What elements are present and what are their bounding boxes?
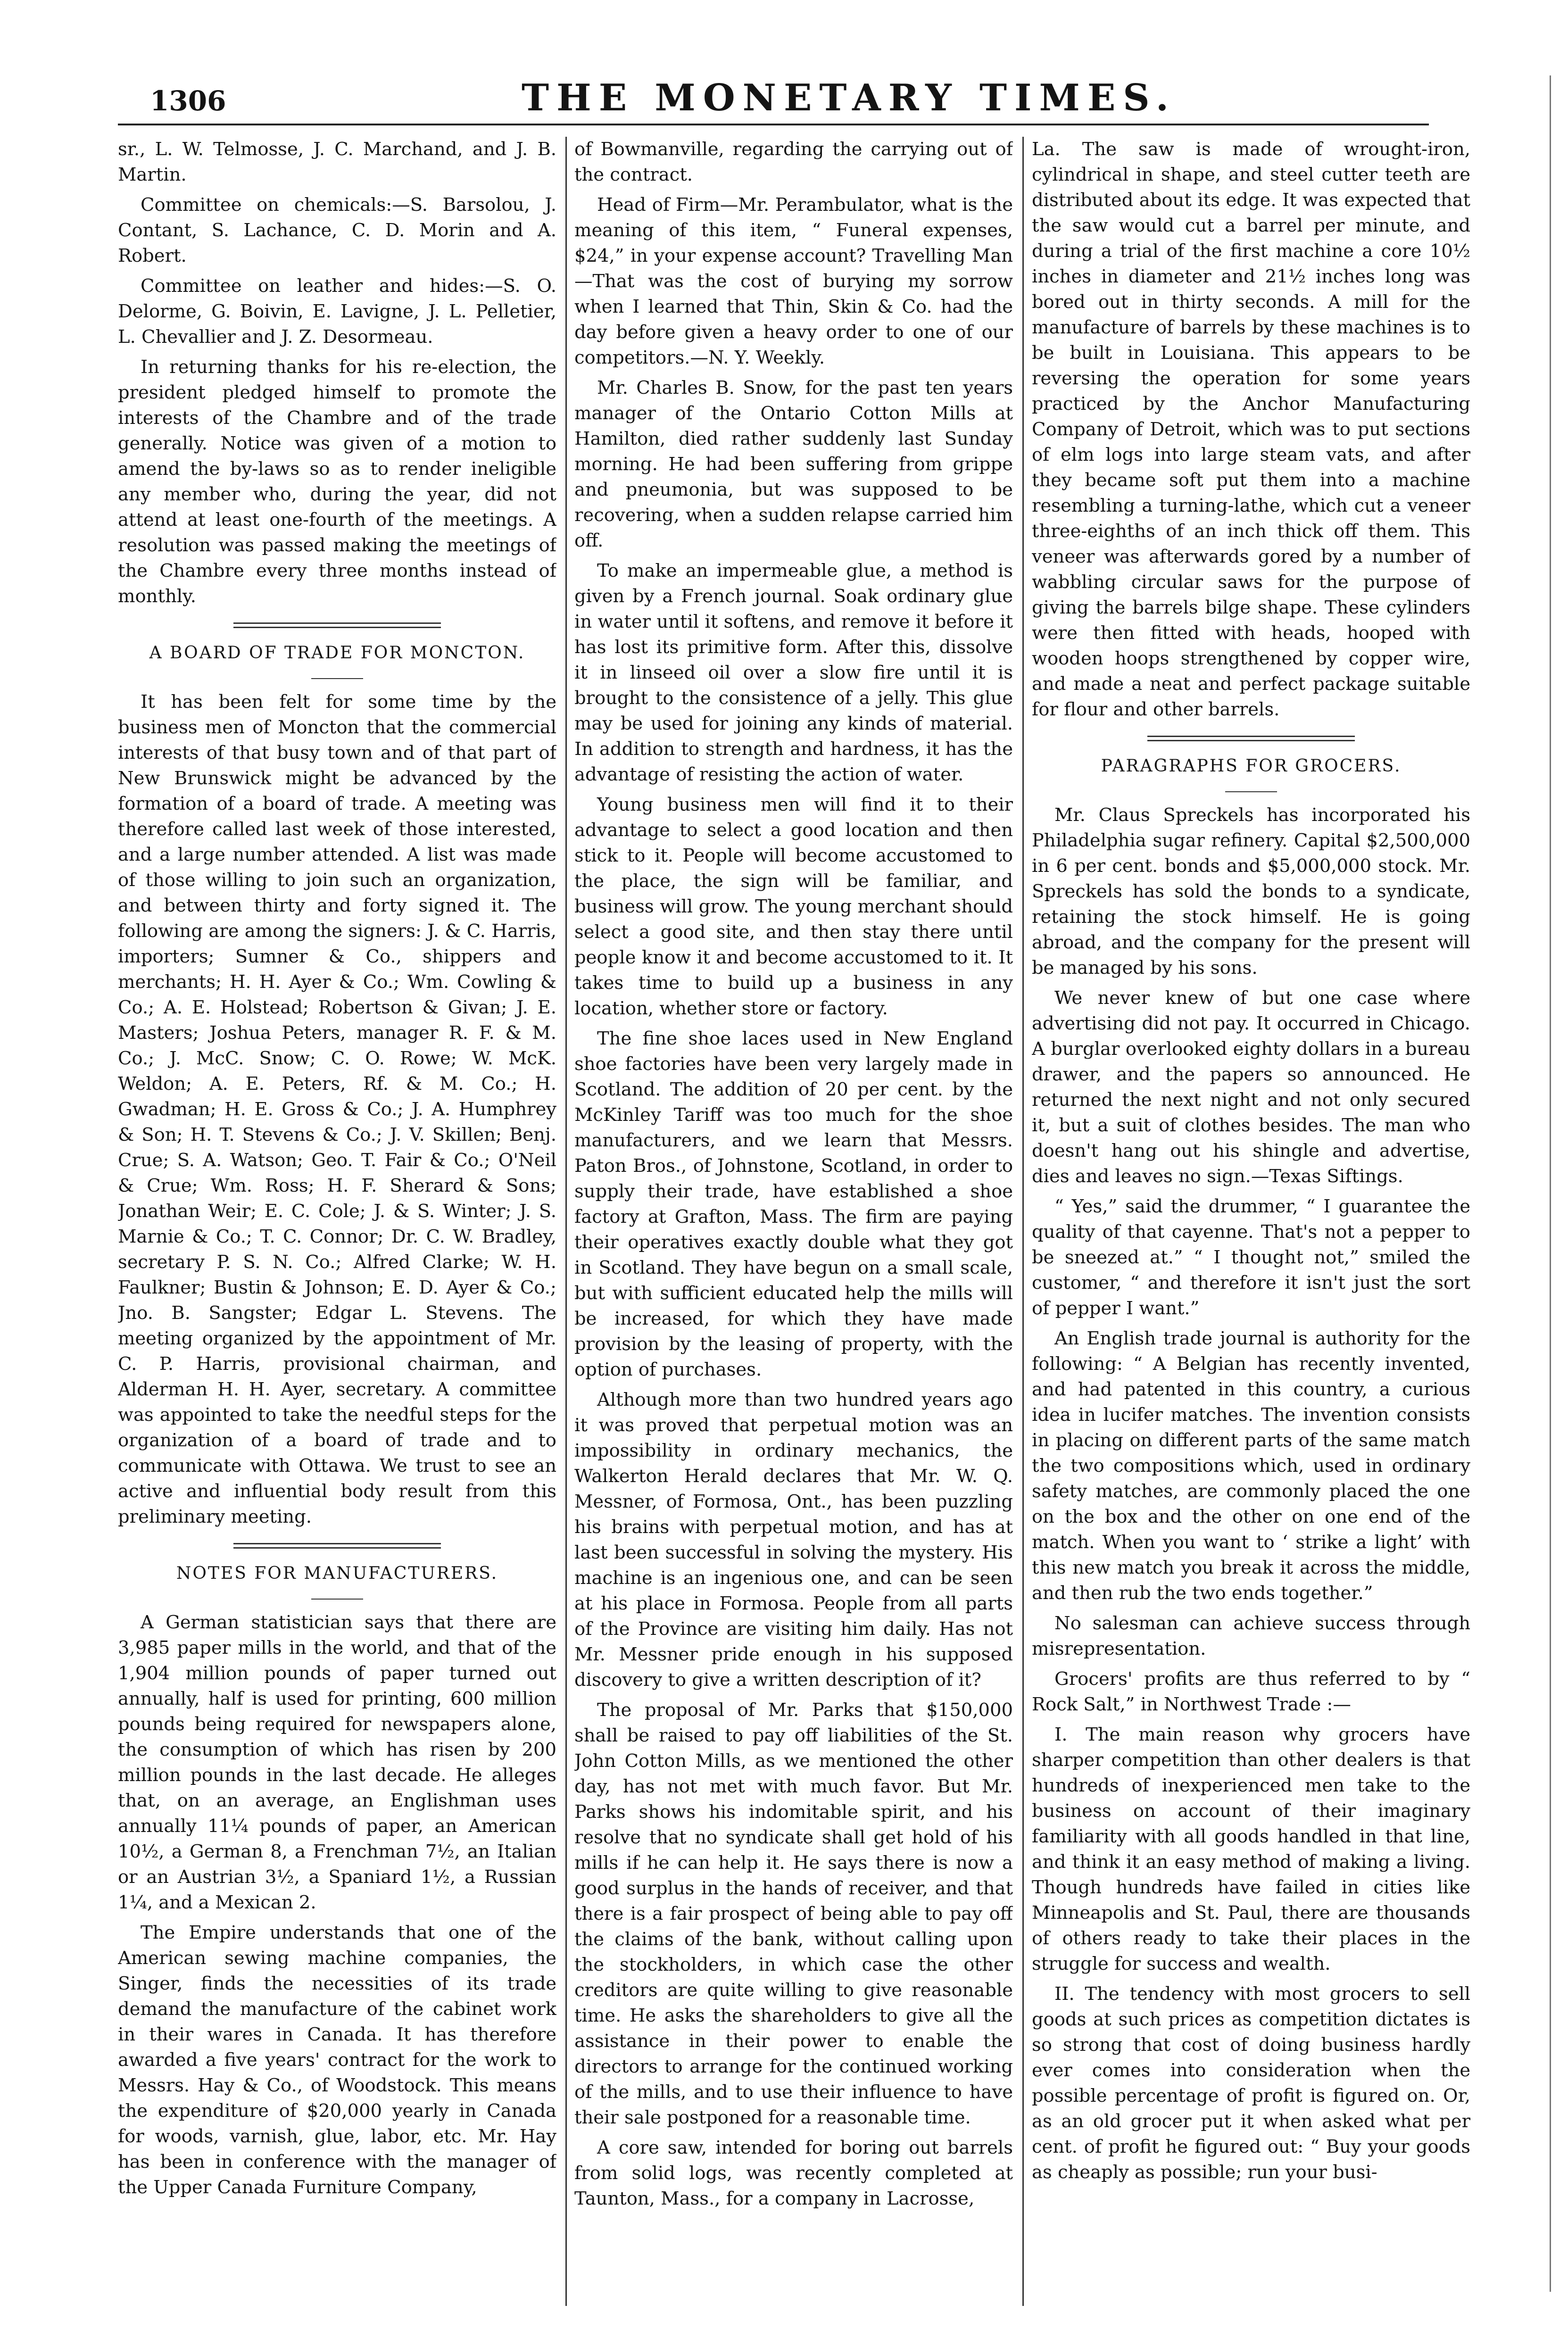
paragraph: Head of Firm—Mr. Perambulator, what is the meaning of this item, “ Funeral expenses, $24,” in your expense account? Travelling Man—That was the cost of burying my sorrow when I learned that Thin, Skin & Co. had the day before given a heavy order to one of our competitors.—N. Y. Weekly. — [574, 194, 1013, 368]
section-separator — [1147, 736, 1355, 741]
paragraph: To make an impermeable glue, a method is given by a French journal. Soak ordinary glue in water until it softens, and remove it before it has lost its primitive form. After this, dissolve it in linseed oil over a slow fire until it is brought to the consistence of a jelly. This glue may be used for joining any kinds of material. In addition to strength and hardness, it has the advantage of resisting the action of water. — [574, 560, 1013, 785]
column-3 — [1032, 137, 1470, 2306]
page-number: 1306 — [150, 85, 226, 117]
section-separator — [233, 622, 441, 628]
section-heading-grocers: PARAGRAPHS FOR GROCERS. — [1101, 756, 1402, 776]
paragraph: In returning thanks for his re-election, the president pledged himself to promote the interests of the Chambre and of the trade generally. Notice was given of a motion to amend the by-laws so as to render ineligible any member who, during the year, did not attend at least one-fourth of the meetings. A resolution was passed making the meetings of the Chambre every three months instead of monthly. — [118, 357, 556, 607]
paragraph: We never knew of but one case where advertising did not pay. It occurred in Chicago. A burglar overlooked eighty dollars in a bureau drawer, and the papers so announced. He returned the next night and not only secured it, but a suit of clothes besides. The man who doesn't hang out his shingle and advertise, dies and leaves no sign.—Texas Siftings. — [1032, 987, 1470, 1187]
paragraph: It has been felt for some time by the business men of Moncton that the commercial interests of that busy town and of that part of New Brunswick might be advanced by the formation of a board of trade. A meeting was therefore called last week of those interested, and a large number attended. A list was made of those willing to join such an organization, and between thirty and forty signed it. The following are among the signers: J. & C. Harris, importers; Sumner & Co., shippers and merchants; H. H. Ayer & Co.; Wm. Cowling & Co.; A. E. Holstead; Robertson & Givan; J. E. Masters; Joshua Peters, manager R. F. & M. Co.; J. McC. Snow; C. O. Rowe; W. McK. Weldon; A. E. Peters, Rf. & M. Co.; H. Gwadman; H. E. Gross & Co.; J. A. Humphrey & Son; H. T. Stevens & Co.; J. V. Skillen; Benj. Crue; S. A. Watson; Geo. T. Fair & Co.; O'Neil & Crue; Wm. Ross; H. F. Sherard & Sons; Jonathan Weir; E. C. Cole; J. & S. Winter; J. S. Marnie & Co.; T. C. Connor; Dr. C. W. Bradley, secretary P. S. N. Co.; Alfred Clarke; W. H. Faulkner; Bustin & Johnson; E. D. Ayer & Co.; Jno. B. Sangster; Edgar L. Stevens. The meeting organized by the appointment of Mr. C. P. Harris, provisional chairman, and Alderman H. H. Ayer, secretary. A committee was appointed to take the needful steps for the organization of a board of trade and to communicate with Ottawa. We trust to see an active and influential body result from this preliminary meeting. — [118, 691, 556, 1527]
paragraph: Mr. Claus Spreckels has incorporated his Philadelphia sugar refinery. Capital $2,500,000 in 6 per cent. bonds and $5,000,000 stock. Mr. Spreckels has sold the bonds to a syndicate, retaining the stock himself. He is going abroad, and the company for the present will be managed by his sons. — [1032, 804, 1470, 978]
masthead-title: THE MONETARY TIMES. — [522, 76, 1176, 119]
paragraph: An English trade journal is authority for the following: “ A Belgian has recently invented, and had patented in this country, a curious idea in lucifer matches. The invention consists in placing on different parts of the same match the two compositions which, used in ordinary safety matches, are commonly placed the one on the box and the other on one end of the match. When you want to ‘ strike a light’ with this new match you break it across the middle, and then rub the two ends together.” — [1032, 1328, 1470, 1604]
paragraph: Grocers' profits are thus referred to by “ Rock Salt,” in Northwest Trade :— — [1032, 1668, 1470, 1715]
column-1 — [118, 137, 556, 2306]
paragraph: Mr. Charles B. Snow, for the past ten years manager of the Ontario Cotton Mills at Hamilton, died rather suddenly last Sunday morning. He had been suffering from grippe and pneumonia, but was supposed to be recovering, when a sudden relapse carried him off. — [574, 377, 1013, 551]
paragraph: Although more than two hundred years ago it was proved that perpetual motion was an impossibility in ordinary mechanics, the Walkerton Herald declares that Mr. W. Q. Messner, of Formosa, Ont., has been puzzling his brains with perpetual motion, and has at last been successful in solving the mystery. His machine is an ingenious one, and can be seen at his place in Formosa. People from all parts of the Province are visiting him daily. Has not Mr. Messner pride enough in his supposed discovery to give a written description of it? — [574, 1389, 1013, 1691]
short-rule — [1225, 791, 1277, 792]
paragraph: A core saw, intended for boring out barrels from solid logs, was recently completed at Taunton, Mass., for a company in Lacrosse, — [574, 2137, 1013, 2209]
column-rule-2 — [1022, 137, 1024, 2306]
paragraph: I. The main reason why grocers have sharper competition than other dealers is that hundreds of inexperienced men take to the business on account of their imaginary familiarity with all goods handled in that line, and think it an easy method of making a living. Though hundreds have failed in cities like Minneapolis and St. Paul, there are thousands of others ready to take their places in the struggle for success and wealth. — [1032, 1724, 1470, 1974]
paragraph: Committee on chemicals:—S. Barsolou, J. Contant, S. Lachance, C. D. Morin and A. Robert. — [118, 194, 556, 266]
section-separator — [233, 1543, 441, 1549]
paragraph: Young business men will find it to their advantage to select a good location and then stick to it. People will become accustomed to the place, the sign will be familiar, and business will grow. The young merchant should select a good site, and then stay there until people know it and become accustomed to it. It takes time to build up a business in any location, whether store or factory. — [574, 794, 1013, 1019]
paragraph: of Bowmanville, regarding the carrying out of the contract. — [574, 139, 1013, 185]
paragraph: La. The saw is made of wrought-iron, cylindrical in shape, and steel cutter teeth are distributed about its edge. It was expected that the saw would cut a barrel per minute, and during a trial of the first machine a core 10½ inches in diameter and 21½ inches long was bored out in thirty seconds. A mill for the manufacture of barrels by these machines is to be built in Louisiana. This appears to be reversing the operation for some years practiced by the Anchor Manufacturing Company of Detroit, which was to put sections of elm logs into large steam vats, and after they became soft put them into a machine resembling a turning-lathe, which cut a veneer three-eighths of an inch thick off them. This veneer was afterwards gored by a number of wabbling circular saws for the purpose of giving the barrels bilge shape. These cylinders were then fitted with heads, hooped with wooden hoops strengthened by copper wire, and made a neat and perfect package suitable for flour and other barrels. — [1032, 139, 1470, 720]
column-rule-1 — [565, 137, 567, 2306]
column-2 — [574, 137, 1013, 2306]
paragraph: II. The tendency with most grocers to sell goods at such prices as competition dictates is so strong that cost of doing business hardly ever comes into consideration when the possible percentage of profit is figured on. Or, as an old grocer put it when asked what per cent. of profit he figured out: “ Buy your goods as cheaply as possible; run your busi- — [1032, 1983, 1470, 2183]
paragraph: The fine shoe laces used in New England shoe factories have been very largely made in Scotland. The addition of 20 per cent. by the McKinley Tariff was too much for the shoe manufacturers, and we learn that Messrs. Paton Bros., of Johnstone, Scotland, in order to supply their trade, have established a shoe factory at Grafton, Mass. The firm are paying their operatives exactly double what they got in Scotland. They have begun on a small scale, but with sufficient educated help the mills will be increased, for which they have made provision by the leasing of property, with the option of purchases. — [574, 1028, 1013, 1380]
short-rule — [311, 678, 363, 679]
short-rule — [311, 1599, 363, 1600]
paragraph: No salesman can achieve success through misrepresentation. — [1032, 1613, 1470, 1659]
paragraph: Committee on leather and hides:—S. O. Delorme, G. Boivin, E. Lavigne, J. L. Pelletier, L. Chevallier and J. Z. Desormeau. — [118, 275, 556, 348]
right-page-edge — [1550, 75, 1551, 2292]
paragraph: The proposal of Mr. Parks that $150,000 shall be raised to pay off liabilities of the St. John Cotton Mills, as we mentioned the other day, has not met with much favor. But Mr. Parks shows his indomitable spirit, and his resolve that no syndicate shall get hold of his mills if he can help it. He says there is now a good surplus in the hands of receiver, and that there is a fair prospect of being able to pay off the claims of the bank, without calling upon the stockholders, in which case the other creditors are quite willing to give reasonable time. He asks the shareholders to give all the assistance in their power to enable the directors to arrange for the continued working of the mills, and to use their influence to have their sale postponed for a reasonable time. — [574, 1700, 1013, 2128]
header-rule — [118, 124, 1429, 125]
section-heading-moncton: A BOARD OF TRADE FOR MONCTON. — [149, 643, 525, 663]
section-heading-manufacturers: NOTES FOR MANUFACTURERS. — [176, 1564, 498, 1583]
paragraph: A German statistician says that there are 3,985 paper mills in the world, and that of the 1,904 million pounds of paper turned out annually, half is used for printing, 600 million pounds being required for newspapers alone, the consumption of which has risen by 200 million pounds in the last decade. He alleges that, on an average, an Englishman uses annually 11¼ pounds of paper, an American 10½, a German 8, a Frenchman 7½, an Italian or an Austrian 3½, a Spaniard 1½, a Russian 1¼, and a Mexican 2. — [118, 1612, 556, 1913]
paragraph: “ Yes,” said the drummer, “ I guarantee the quality of that cayenne. That's not a pepper to be sneezed at.” “ I thought not,” smiled the customer, “ and therefore it isn't just the sort of pepper I want.” — [1032, 1196, 1470, 1319]
paragraph: The Empire understands that one of the American sewing machine companies, the Singer, finds the necessities of its trade demand the manufacture of the cabinet work in their wares in Canada. It has therefore awarded a five years' contract for the work to Messrs. Hay & Co., of Woodstock. This means the expenditure of $20,000 yearly in Canada for woods, varnish, glue, labor, etc. Mr. Hay has been in conference with the manager of the Upper Canada Furniture Company, — [118, 1922, 556, 2198]
paragraph: sr., L. W. Telmosse, J. C. Marchand, and J. B. Martin. — [118, 139, 556, 185]
